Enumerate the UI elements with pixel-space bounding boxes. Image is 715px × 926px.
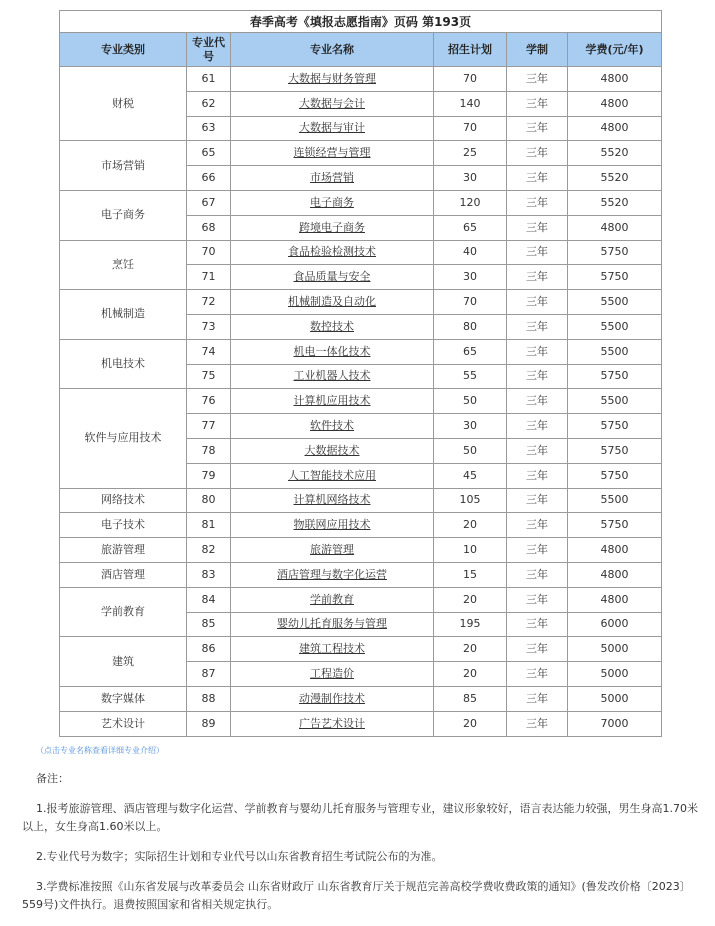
table-row [60, 513, 662, 538]
code-cell: 79 [187, 463, 231, 488]
plan-cell: 120 [434, 190, 507, 215]
code-cell: 82 [187, 538, 231, 563]
plan-cell: 25 [434, 141, 507, 166]
table-row [60, 339, 662, 364]
code-cell: 87 [187, 662, 231, 687]
code-cell: 65 [187, 141, 231, 166]
duration-cell: 三年 [507, 339, 568, 364]
category-cell: 市场营销 [60, 141, 187, 191]
notes-section [22, 770, 702, 926]
major-name-link[interactable]: 食品质量与安全 [231, 265, 434, 290]
duration-cell: 三年 [507, 240, 568, 265]
plan-cell: 70 [434, 67, 507, 92]
duration-cell: 三年 [507, 414, 568, 439]
duration-cell: 三年 [507, 463, 568, 488]
note-item: 3.学费标准按照《山东省发展与改革委员会 山东省财政厅 山东省教育厅关于规范完善高校学费收费政策的通知》(鲁发改价格〔2023〕559号)文件执行。退费按照国家和省相关规定执行。 [22, 880, 691, 911]
plan-cell: 65 [434, 339, 507, 364]
major-name-link[interactable]: 工程造价 [231, 662, 434, 687]
code-cell: 73 [187, 314, 231, 339]
category-cell: 酒店管理 [60, 562, 187, 587]
fee-cell: 5500 [568, 339, 662, 364]
table-row [60, 711, 662, 736]
note-item: 1.报考旅游管理、酒店管理与数字化运营、学前教育与婴幼儿托育服务与管理专业，建议形象较好，语言表达能力较强，男生身高1.70米以上，女生身高1.60米以上。 [22, 802, 698, 833]
header-duration: 学制 [507, 33, 568, 67]
header-code: 专业代号 [187, 33, 231, 67]
duration-cell: 三年 [507, 637, 568, 662]
category-cell: 电子商务 [60, 190, 187, 240]
major-name-link[interactable]: 酒店管理与数字化运营 [231, 562, 434, 587]
duration-cell: 三年 [507, 67, 568, 92]
table-row [60, 190, 662, 215]
code-cell: 70 [187, 240, 231, 265]
major-name-link[interactable]: 婴幼儿托育服务与管理 [231, 612, 434, 637]
category-cell: 建筑 [60, 637, 187, 687]
code-cell: 72 [187, 290, 231, 315]
fee-cell: 4800 [568, 116, 662, 141]
major-name-link[interactable]: 旅游管理 [231, 538, 434, 563]
table-row [60, 686, 662, 711]
code-cell: 83 [187, 562, 231, 587]
code-cell: 85 [187, 612, 231, 637]
fee-cell: 5750 [568, 463, 662, 488]
fee-cell: 5750 [568, 364, 662, 389]
major-name-link[interactable]: 工业机器人技术 [231, 364, 434, 389]
major-name-link[interactable]: 市场营销 [231, 166, 434, 191]
plan-cell: 50 [434, 389, 507, 414]
fee-cell: 5520 [568, 141, 662, 166]
fee-cell: 7000 [568, 711, 662, 736]
plan-cell: 65 [434, 215, 507, 240]
code-cell: 86 [187, 637, 231, 662]
fee-cell: 5000 [568, 662, 662, 687]
majors-table [59, 10, 662, 737]
major-name-link[interactable]: 电子商务 [231, 190, 434, 215]
fee-cell: 5500 [568, 488, 662, 513]
table-row [60, 488, 662, 513]
code-cell: 74 [187, 339, 231, 364]
category-cell: 旅游管理 [60, 538, 187, 563]
fee-cell: 5750 [568, 438, 662, 463]
plan-cell: 30 [434, 265, 507, 290]
table-row [60, 290, 662, 315]
duration-cell: 三年 [507, 116, 568, 141]
duration-cell: 三年 [507, 686, 568, 711]
plan-cell: 85 [434, 686, 507, 711]
code-cell: 71 [187, 265, 231, 290]
major-name-link[interactable]: 食品检验检测技术 [231, 240, 434, 265]
major-name-link[interactable]: 机电一体化技术 [231, 339, 434, 364]
duration-cell: 三年 [507, 538, 568, 563]
plan-cell: 20 [434, 513, 507, 538]
plan-cell: 20 [434, 711, 507, 736]
duration-cell: 三年 [507, 166, 568, 191]
table-row [60, 240, 662, 265]
plan-cell: 20 [434, 662, 507, 687]
duration-cell: 三年 [507, 562, 568, 587]
table-row [60, 389, 662, 414]
duration-cell: 三年 [507, 91, 568, 116]
duration-cell: 三年 [507, 314, 568, 339]
table-row [60, 562, 662, 587]
category-cell: 烹饪 [60, 240, 187, 290]
fee-cell: 5750 [568, 265, 662, 290]
major-name-link[interactable]: 跨境电子商务 [231, 215, 434, 240]
category-cell: 数字媒体 [60, 686, 187, 711]
code-cell: 77 [187, 414, 231, 439]
duration-cell: 三年 [507, 389, 568, 414]
click-major-hint: （点击专业名称查看详细专业介绍） [36, 746, 164, 755]
fee-cell: 4800 [568, 215, 662, 240]
duration-cell: 三年 [507, 364, 568, 389]
table-row [60, 538, 662, 563]
major-name-link[interactable]: 大数据与会计 [231, 91, 434, 116]
major-name-link[interactable]: 连锁经营与管理 [231, 141, 434, 166]
plan-cell: 80 [434, 314, 507, 339]
table-row [60, 67, 662, 92]
majors-table-container [59, 10, 661, 737]
code-cell: 62 [187, 91, 231, 116]
code-cell: 88 [187, 686, 231, 711]
fee-cell: 5000 [568, 686, 662, 711]
fee-cell: 6000 [568, 612, 662, 637]
plan-cell: 30 [434, 166, 507, 191]
code-cell: 61 [187, 67, 231, 92]
code-cell: 66 [187, 166, 231, 191]
category-cell: 电子技术 [60, 513, 187, 538]
major-name-link[interactable]: 软件技术 [231, 414, 434, 439]
plan-cell: 45 [434, 463, 507, 488]
notes-title: 备注： [36, 772, 69, 785]
duration-cell: 三年 [507, 438, 568, 463]
fee-cell: 4800 [568, 587, 662, 612]
category-cell: 财税 [60, 67, 187, 141]
plan-cell: 195 [434, 612, 507, 637]
duration-cell: 三年 [507, 488, 568, 513]
plan-cell: 70 [434, 290, 507, 315]
code-cell: 84 [187, 587, 231, 612]
major-name-link[interactable]: 广告艺术设计 [231, 711, 434, 736]
plan-cell: 105 [434, 488, 507, 513]
plan-cell: 30 [434, 414, 507, 439]
fee-cell: 5750 [568, 240, 662, 265]
major-name-link[interactable]: 人工智能技术应用 [231, 463, 434, 488]
duration-cell: 三年 [507, 290, 568, 315]
fee-cell: 5000 [568, 637, 662, 662]
duration-cell: 三年 [507, 513, 568, 538]
code-cell: 89 [187, 711, 231, 736]
duration-cell: 三年 [507, 265, 568, 290]
fee-cell: 5520 [568, 190, 662, 215]
duration-cell: 三年 [507, 215, 568, 240]
fee-cell: 5500 [568, 290, 662, 315]
table-header-row [60, 33, 662, 67]
major-name-link[interactable]: 数控技术 [231, 314, 434, 339]
major-name-link[interactable]: 大数据技术 [231, 438, 434, 463]
code-cell: 75 [187, 364, 231, 389]
table-caption-row [60, 11, 662, 33]
table-row [60, 637, 662, 662]
plan-cell: 55 [434, 364, 507, 389]
header-category: 专业类别 [60, 33, 187, 67]
category-cell: 艺术设计 [60, 711, 187, 736]
fee-cell: 5500 [568, 389, 662, 414]
major-name-link[interactable]: 计算机网络技术 [231, 488, 434, 513]
fee-cell: 5750 [568, 513, 662, 538]
major-name-link[interactable]: 学前教育 [231, 587, 434, 612]
code-cell: 63 [187, 116, 231, 141]
duration-cell: 三年 [507, 612, 568, 637]
fee-cell: 5520 [568, 166, 662, 191]
table-row [60, 141, 662, 166]
plan-cell: 20 [434, 637, 507, 662]
fee-cell: 5750 [568, 414, 662, 439]
note-item: 2.专业代号为数字；实际招生计划和专业代号以山东省教育招生考试院公布的为准。 [36, 850, 443, 863]
plan-cell: 10 [434, 538, 507, 563]
code-cell: 76 [187, 389, 231, 414]
table-row [60, 587, 662, 612]
code-cell: 68 [187, 215, 231, 240]
major-name-link[interactable]: 物联网应用技术 [231, 513, 434, 538]
code-cell: 67 [187, 190, 231, 215]
fee-cell: 4800 [568, 91, 662, 116]
plan-cell: 140 [434, 91, 507, 116]
plan-cell: 70 [434, 116, 507, 141]
duration-cell: 三年 [507, 141, 568, 166]
category-cell: 机械制造 [60, 290, 187, 340]
plan-cell: 15 [434, 562, 507, 587]
header-plan: 招生计划 [434, 33, 507, 67]
duration-cell: 三年 [507, 190, 568, 215]
header-name: 专业名称 [231, 33, 434, 67]
category-cell: 软件与应用技术 [60, 389, 187, 488]
fee-cell: 5500 [568, 314, 662, 339]
plan-cell: 50 [434, 438, 507, 463]
major-name-link[interactable]: 计算机应用技术 [231, 389, 434, 414]
header-fee: 学费(元/年) [568, 33, 662, 67]
table-caption: 春季高考《填报志愿指南》页码 第193页 [60, 11, 662, 33]
category-cell: 机电技术 [60, 339, 187, 389]
duration-cell: 三年 [507, 662, 568, 687]
fee-cell: 4800 [568, 67, 662, 92]
major-name-link[interactable]: 大数据与财务管理 [231, 67, 434, 92]
code-cell: 78 [187, 438, 231, 463]
major-name-link[interactable]: 动漫制作技术 [231, 686, 434, 711]
category-cell: 学前教育 [60, 587, 187, 637]
plan-cell: 20 [434, 587, 507, 612]
code-cell: 80 [187, 488, 231, 513]
fee-cell: 4800 [568, 562, 662, 587]
fee-cell: 4800 [568, 538, 662, 563]
code-cell: 81 [187, 513, 231, 538]
major-name-link[interactable]: 大数据与审计 [231, 116, 434, 141]
plan-cell: 40 [434, 240, 507, 265]
duration-cell: 三年 [507, 711, 568, 736]
major-name-link[interactable]: 机械制造及自动化 [231, 290, 434, 315]
major-name-link[interactable]: 建筑工程技术 [231, 637, 434, 662]
category-cell: 网络技术 [60, 488, 187, 513]
duration-cell: 三年 [507, 587, 568, 612]
